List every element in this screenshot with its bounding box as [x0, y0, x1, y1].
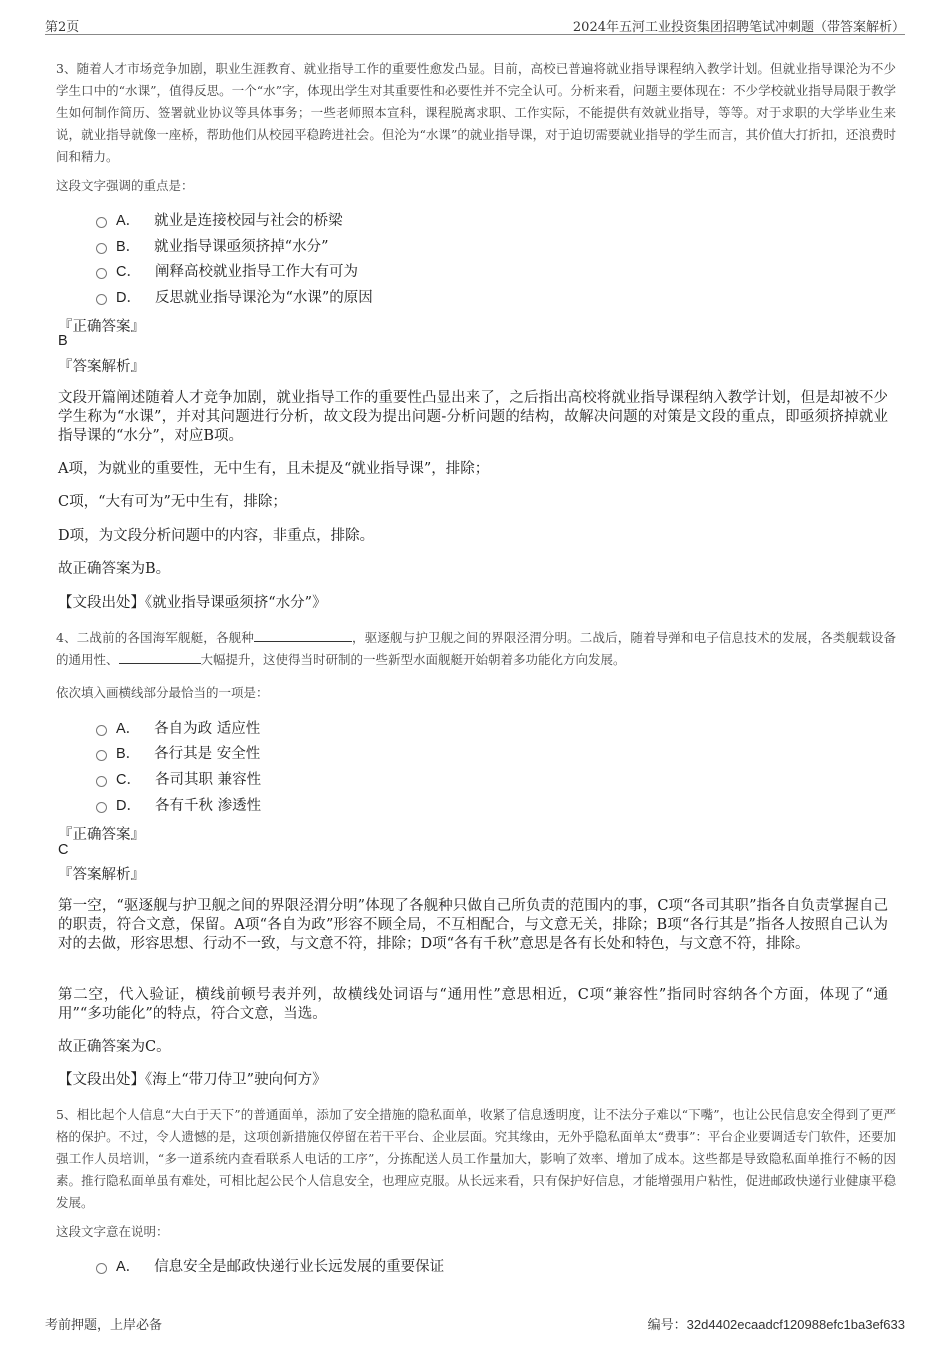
question-4-option-d[interactable]: D． 各有千秋 渗透性: [96, 793, 261, 815]
question-4-source: 【文段出处】《海上“带刀侍卫”驶向何方》: [58, 1072, 327, 1088]
question-4-prompt: 依次填入画横线部分最恰当的一项是：: [56, 685, 269, 700]
document-title: 2024年五河工业投资集团招聘笔试冲刺题（带答案解析）: [572, 20, 905, 35]
question-3-analysis-4: D项，为文段分析问题中的内容，非重点，排除。: [58, 528, 375, 544]
question-4-option-c[interactable]: C． 各司其职 兼容性: [96, 767, 261, 789]
question-3-source: 【文段出处】《就业指导课亟须挤“水分”》: [58, 595, 327, 611]
question-4-analysis-2: 第二空，代入验证，横线前顿号表并列，故横线处词语与“通用性”意思相近，C项“兼容性”指同时容纳各个方面，体现了“通用”“多功能化”的特点，符合文意，当选。: [58, 987, 888, 1022]
radio-icon[interactable]: [96, 725, 107, 736]
question-4-analysis-3: 故正确答案为C。: [58, 1039, 171, 1055]
radio-icon[interactable]: [96, 243, 107, 254]
question-3-prompt: 这段文字强调的重点是：: [56, 178, 194, 193]
question-3-option-a[interactable]: A． 就业是连接校园与社会的桥梁: [96, 208, 343, 230]
question-4-answer: C: [58, 842, 69, 858]
question-4-answer-label: 『正确答案』: [58, 827, 145, 843]
radio-icon[interactable]: [96, 294, 107, 305]
question-4-analysis-1: 第一空，“驱逐舰与护卫舰之间的界限泾渭分明”体现了各舰种只做自己所负责的范围内的事，C项“各司其职”指各自负责掌握自己的职责，符合文意，保留。A项“各自为政”形容不顾全局，不互相配合，与文意无关，排除；B项“各行其是”指各人按照自己认为对的去做，形容思想、行动不一致，与文意不符，排除；D项“各有千秋”意思是各有长处和特色，与文意不符，排除。: [58, 898, 888, 952]
question-3-analysis-label: 『答案解析』: [58, 359, 145, 375]
question-4-option-a[interactable]: A． 各自为政 适应性: [96, 716, 260, 738]
radio-icon[interactable]: [96, 268, 107, 279]
question-5-stem: 5、相比起个人信息“大白于天下”的普通面单，添加了安全措施的隐私面单，收紧了信息透明度，让不法分子难以“下嘴”，也让公民信息安全得到了更严格的保护。不过，令人遗憾的是，这项创新措施仅停留在若干平台、企业层面。究其缘由，无外乎隐私面单太“费事”：平台企业要调适专门软件，还要加强工作人员培训，“多一道系统内查看联系人电话的工序”，分拣配送人员工作量加大，影响了效率、增加了成本。这些都是导致隐私面单推行不畅的因素。推行隐私面单虽有难处，可相比起公民个人信息安全，也理应克服。从长远来看，只有保护好信息，才能增强用户粘性，促进邮政快递行业健康平稳发展。: [56, 1107, 896, 1210]
page-number: 第2页: [45, 20, 80, 35]
fill-blank-2[interactable]: [119, 651, 201, 664]
question-5-prompt: 这段文字意在说明：: [56, 1224, 169, 1239]
question-3-option-d[interactable]: D． 反思就业指导课沦为“水课”的原因: [96, 285, 373, 307]
question-3-answer: B: [58, 333, 68, 349]
question-4-option-b[interactable]: B． 各行其是 安全性: [96, 741, 260, 763]
question-3-analysis-3: C项，“大有可为”无中生有，排除；: [58, 494, 287, 510]
radio-icon[interactable]: [96, 217, 107, 228]
question-3-analysis-2: A项，为就业的重要性，无中生有，且未提及“就业指导课”，排除；: [58, 461, 490, 477]
question-3-option-b[interactable]: B． 就业指导课亟须挤掉“水分”: [96, 234, 329, 256]
question-4-analysis-label: 『答案解析』: [58, 867, 145, 883]
question-3-stem: 3、随着人才市场竞争加剧，职业生涯教育、就业指导工作的重要性愈发凸显。目前，高校已普遍将就业指导课程纳入教学计划。但就业指导课沦为不少学生口中的“水课”，值得反思。一个“水”字，体现出学生对其重要性和必要性并不完全认可。分析来看，问题主要体现在：不少学校就业指导局限于教学生如何制作简历、签署就业协议等具体事务；一些老师照本宣科，课程脱离求职、工作实际，不能提供有效就业指导，等等。对于求职的大学毕业生来说，就业指导就像一座桥，帮助他们从校园平稳跨进社会。但沦为“水课”的就业指导课，对于迫切需要就业指导的学生而言，其价值大打折扣，还浪费时间和精力。: [56, 61, 896, 164]
question-5-option-a[interactable]: A． 信息安全是邮政快递行业长远发展的重要保证: [96, 1254, 444, 1276]
page-header: [45, 14, 905, 35]
footer-slogan: 考前押题，上岸必备: [45, 1318, 163, 1333]
question-3-analysis-1: 文段开篇阐述随着人才竞争加剧，就业指导工作的重要性凸显出来了，之后指出高校将就业指导课程纳入教学计划，但是却被不少学生称为“水课”，并对其问题进行分析，故文段为提出问题-分析问题的结构，故解决问题的对策是文段的重点，即亟须挤掉就业指导课的“水分”，对应B项。: [58, 390, 888, 444]
question-3-answer-label: 『正确答案』: [58, 319, 145, 335]
radio-icon[interactable]: [96, 776, 107, 787]
page-footer: [45, 1312, 905, 1332]
question-4-stem: 4、二战前的各国海军舰艇，各舰种 ，驱逐舰与护卫舰之间的界限泾渭分明。二战后，随着导弹和电子信息技术的发展，各类舰载设备的通用性、 大幅提升，这使得当时研制的一些新型水面舰艇开始朝着多功能化方向发展。: [56, 630, 896, 667]
question-3-option-c[interactable]: C． 阐释高校就业指导工作大有可为: [96, 259, 358, 281]
fill-blank-1[interactable]: [254, 629, 352, 642]
document-code: 编号：32d4402ecaadcf120988efc1ba3ef633: [647, 1317, 905, 1333]
radio-icon[interactable]: [96, 750, 107, 761]
radio-icon[interactable]: [96, 1263, 107, 1274]
radio-icon[interactable]: [96, 802, 107, 813]
question-3-analysis-5: 故正确答案为B。: [58, 561, 171, 577]
